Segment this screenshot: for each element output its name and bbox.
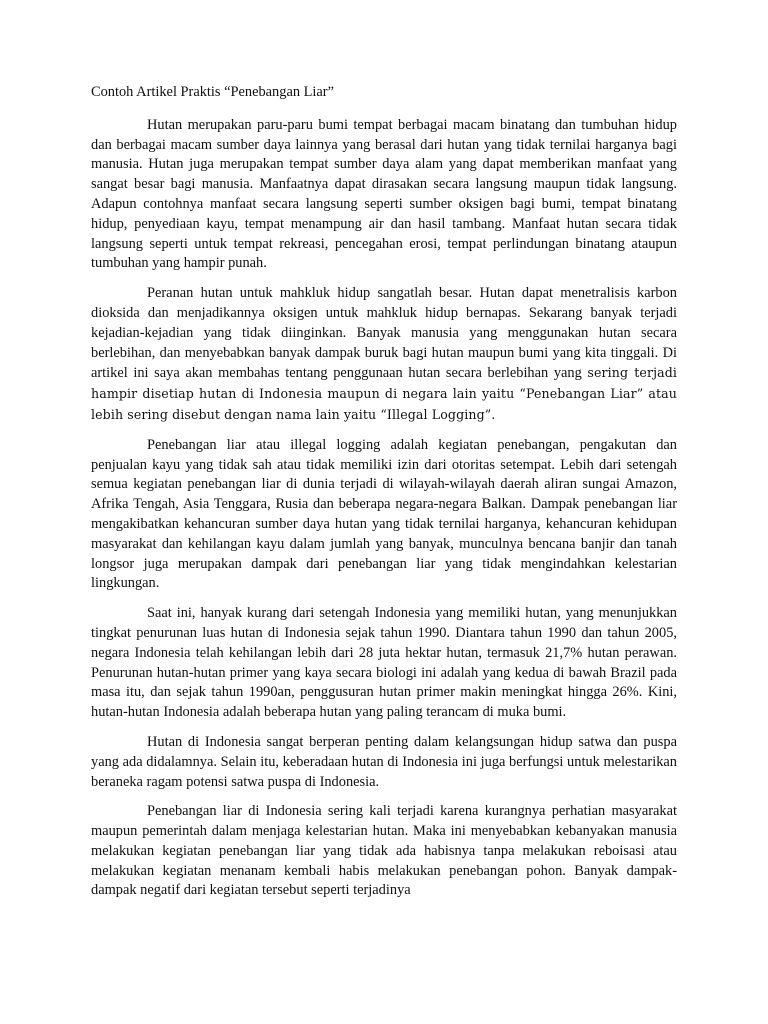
paragraph-5: [91, 733, 677, 792]
article-title: Contoh Artikel Praktis “Penebangan Liar”: [91, 84, 334, 100]
paragraph-5-text: Hutan di Indonesia sangat berperan penting dalam kelangsungan hidup satwa dan puspa yang ada didalamnya. Selain itu, keberadaan hutan di Indonesia ini juga berfungsi untuk melestarikan beraneka ragam potensi satwa puspa di Indonesia.: [91, 733, 677, 790]
paragraph-4-text: Saat ini, hanyak kurang dari setengah Indonesia yang memiliki hutan, yang menunjukkan tingkat penurunan luas hutan di Indonesia sejak tahun 1990. Diantara tahun 1990 dan tahun 2005, negara Indonesia telah kehilangan lebih dari 28 juta hektar hutan, termasuk 21,7% hutan perawan. Penurunan hutan-hutan primer yang kaya secara biologi ini adalah yang kedua di bawah Brazil pada masa itu, dan sejak tahun 1990an, penggusuran hutan primer makin meningkat hingga 26%. Kini, hutan-hutan Indonesia adalah beberapa hutan yang paling terancam di muka bumi.: [91, 605, 677, 721]
paragraph-2-alt-font-text: sering terjadi hampir disetiap hutan di Indonesia maupun di negara lain yaitu “Penebangan Liar” atau lebih sering disebut dengan nama lain yaitu “Illegal Logging”.: [91, 365, 677, 422]
paragraph-1-text: Hutan merupakan paru-paru bumi tempat berbagai macam binatang dan tumbuhan hidup dan berbagai macam sumber daya lainnya yang berasal dari hutan yang tidak ternilai harganya bagi manusia. Hutan juga merupakan tempat sumber daya alam yang dapat memberikan manfaat yang sangat besar bagi manusia. Manfaatnya dapat dirasakan secara langsung maupun tidak langsung. Adapun contohnya manfaat secara langsung seperti sumber oksigen bagi bumi, tempat binatang hidup, penyediaan kayu, tempat menampung air dan hasil tambang. Manfaat hutan secara tidak langsung seperti untuk tempat rekreasi, pencegahan erosi, tempat perlindungan binatang ataupun tumbuhan yang hampir punah.: [91, 116, 677, 272]
paragraph-6: [91, 802, 677, 901]
paragraph-3-text: Penebangan liar atau illegal logging adalah kegiatan penebangan, pengakutan dan penjualan kayu yang tidak sah atau tidak memiliki izin dari otoritas setempat. Lebih dari setengah semua kegiatan penebangan liar di dunia terjadi di wilayah-wilayah daerah aliran sungai Amazon, Afrika Tengah, Asia Tenggara, Rusia dan beberapa negara-negara Balkan. Dampak penebangan liar mengakibatkan kehancuran sumber daya hutan yang tidak ternilai harganya, kehancuran kehidupan masyarakat dan kehilangan kayu dalam jumlah yang banyak, munculnya bencana banjir dan tanah longsor juga merupakan dampak dari penebangan liar yang tidak mengindahkan kelestarian lingkungan.: [91, 436, 677, 592]
paragraph-4: [91, 604, 677, 723]
paragraph-2-text: Peranan hutan untuk mahkluk hidup sangatlah besar. Hutan dapat menetralisis karbon dioksida dan menjadikannya oksigen untuk mahkluk hidup bernapas. Sekarang banyak terjadi kejadian-kejadian yang tidak diinginkan. Banyak manusia yang menggunakan hutan secara berlebihan, dan menyebabkan banyak dampak buruk bagi hutan maupun bumi yang kita tinggali. Di artikel ini saya akan membahas tentang penggunaan hutan secara berlebihan yang: [91, 285, 677, 382]
paragraph-1: [91, 116, 677, 274]
paragraph-2: [91, 284, 677, 426]
paragraph-6-text: Penebangan liar di Indonesia sering kali terjadi karena kurangnya perhatian masyarakat maupun pemerintah dalam menjaga kelestarian hutan. Maka ini menyebabkan kebanyakan manusia melakukan kegiatan penebangan liar yang tidak ada habisnya tanpa melakukan reboisasi atau melakukan kegiatan menanam kembali habis melakukan penebangan pohon. Banyak dampak-dampak negatif dari kegiatan tersebut seperti terjadinya: [91, 803, 677, 899]
paragraph-3: [91, 436, 677, 594]
